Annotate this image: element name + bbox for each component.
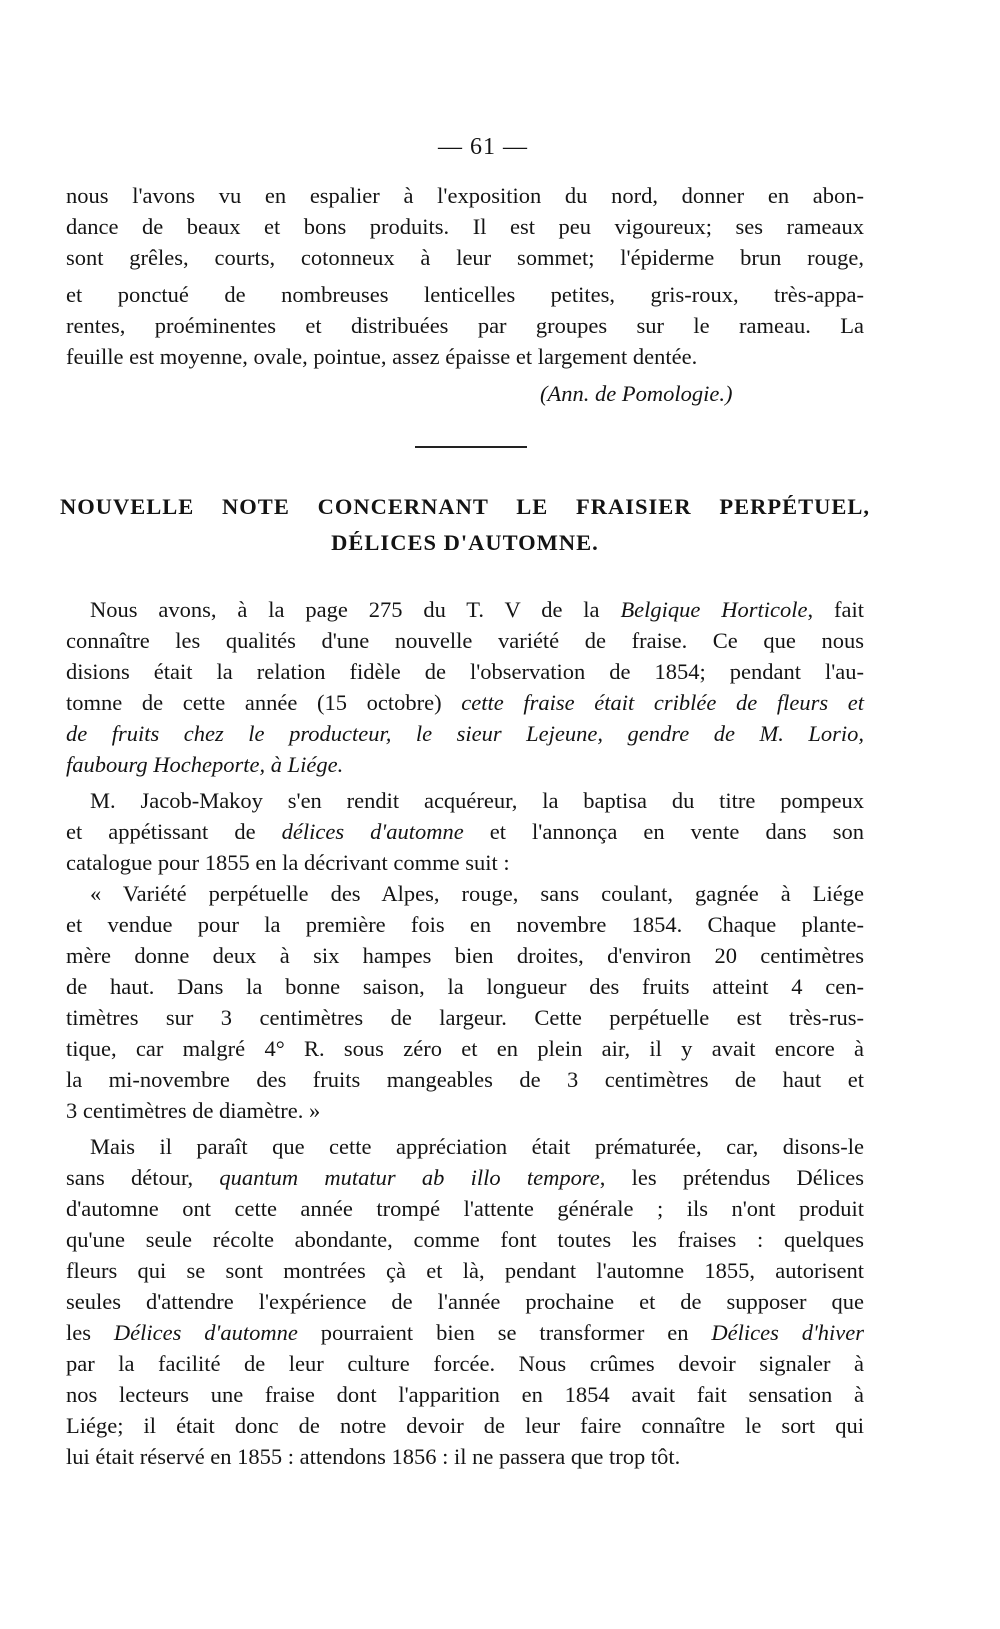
prev-article-line: dance de beaux et bons produits. Il est peu vigoureux; ses rameaux bbox=[66, 214, 864, 239]
prev-article-line: nous l'avons vu en espalier à l'exposition du nord, donner en abon- bbox=[66, 183, 864, 208]
article-line: d'automne ont cette année trompé l'attente générale ; ils n'ont produit bbox=[66, 1196, 864, 1221]
article-line: 3 centimètres de diamètre. » bbox=[66, 1098, 321, 1123]
prev-article-line: et ponctué de nombreuses lenticelles petites, gris-roux, très-appa- bbox=[66, 282, 864, 307]
article-line: tomne de cette année (15 octobre) cette fraise était criblée de fleurs et bbox=[66, 690, 864, 715]
article-line: sans détour, quantum mutatur ab illo tempore, les prétendus Délices bbox=[66, 1165, 864, 1190]
article-line: Nous avons, à la page 275 du T. V de la Belgique Horticole, fait bbox=[90, 597, 865, 622]
article-line: seules d'attendre l'expérience de l'année prochaine et de supposer que bbox=[66, 1289, 864, 1314]
article-line: M. Jacob-Makoy s'en rendit acquéreur, la baptisa du titre pompeux bbox=[90, 788, 864, 813]
article-line: catalogue pour 1855 en la décrivant comme suit : bbox=[66, 850, 510, 875]
article-line: tique, car malgré 4° R. sous zéro et en plein air, il y avait encore à bbox=[66, 1036, 864, 1061]
article-line: disions était la relation fidèle de l'observation de 1854; pendant l'au- bbox=[66, 659, 864, 684]
article-line: Mais il paraît que cette appréciation était prématurée, car, disons-le bbox=[90, 1134, 864, 1159]
article-line: mère donne deux à six hampes bien droites, d'environ 20 centimètres bbox=[66, 943, 864, 968]
article-line: de haut. Dans la bonne saison, la longueur des fruits atteint 4 cen- bbox=[66, 974, 864, 999]
article-line: « Variété perpétuelle des Alpes, rouge, sans coulant, gagnée à Liége bbox=[90, 881, 864, 906]
article-line: faubourg Hocheporte, à Liége. bbox=[66, 752, 344, 777]
article-line: lui était réservé en 1855 : attendons 1856 : il ne passera que trop tôt. bbox=[66, 1444, 681, 1469]
article-line: qu'une seule récolte abondante, comme font toutes les fraises : quelques bbox=[66, 1227, 864, 1252]
article-title-line-1: NOUVELLE NOTE CONCERNANT LE FRAISIER PERPÉTUEL, bbox=[60, 494, 870, 519]
article-line: connaître les qualités d'une nouvelle variété de fraise. Ce que nous bbox=[66, 628, 864, 653]
article-line: nos lecteurs une fraise dont l'apparition en 1854 avait fait sensation à bbox=[66, 1382, 864, 1407]
article-line: timètres sur 3 centimètres de largeur. Cette perpétuelle est très-rus- bbox=[66, 1005, 864, 1030]
article-line: la mi-novembre des fruits mangeables de 3 centimètres de haut et bbox=[66, 1067, 864, 1092]
article-line: Liége; il était donc de notre devoir de leur faire connaître le sort qui bbox=[66, 1413, 864, 1438]
article-line: fleurs qui se sont montrées çà et là, pendant l'automne 1855, autorisent bbox=[66, 1258, 864, 1283]
prev-article-line: sont grêles, courts, cotonneux à leur sommet; l'épiderme brun rouge, bbox=[66, 245, 864, 270]
section-divider bbox=[415, 446, 527, 448]
article-title-line-2: DÉLICES D'AUTOMNE. bbox=[331, 530, 599, 555]
prev-article-line: feuille est moyenne, ovale, pointue, assez épaisse et largement dentée. bbox=[66, 344, 698, 369]
article-line: les Délices d'automne pourraient bien se transformer en Délices d'hiver bbox=[66, 1320, 865, 1345]
article-line: de fruits chez le producteur, le sieur Lejeune, gendre de M. Lorio, bbox=[66, 721, 864, 746]
article-line: par la facilité de leur culture forcée. Nous crûmes devoir signaler à bbox=[66, 1351, 864, 1376]
prev-article-line: rentes, proéminentes et distribuées par groupes sur le rameau. La bbox=[66, 313, 864, 338]
source-attribution: (Ann. de Pomologie.) bbox=[540, 381, 733, 406]
article-line: et appétissant de délices d'automne et l'annonça en vente dans son bbox=[66, 819, 864, 844]
article-line: et vendue pour la première fois en novembre 1854. Chaque plante- bbox=[66, 912, 864, 937]
page-number: — 61 — bbox=[438, 134, 528, 160]
